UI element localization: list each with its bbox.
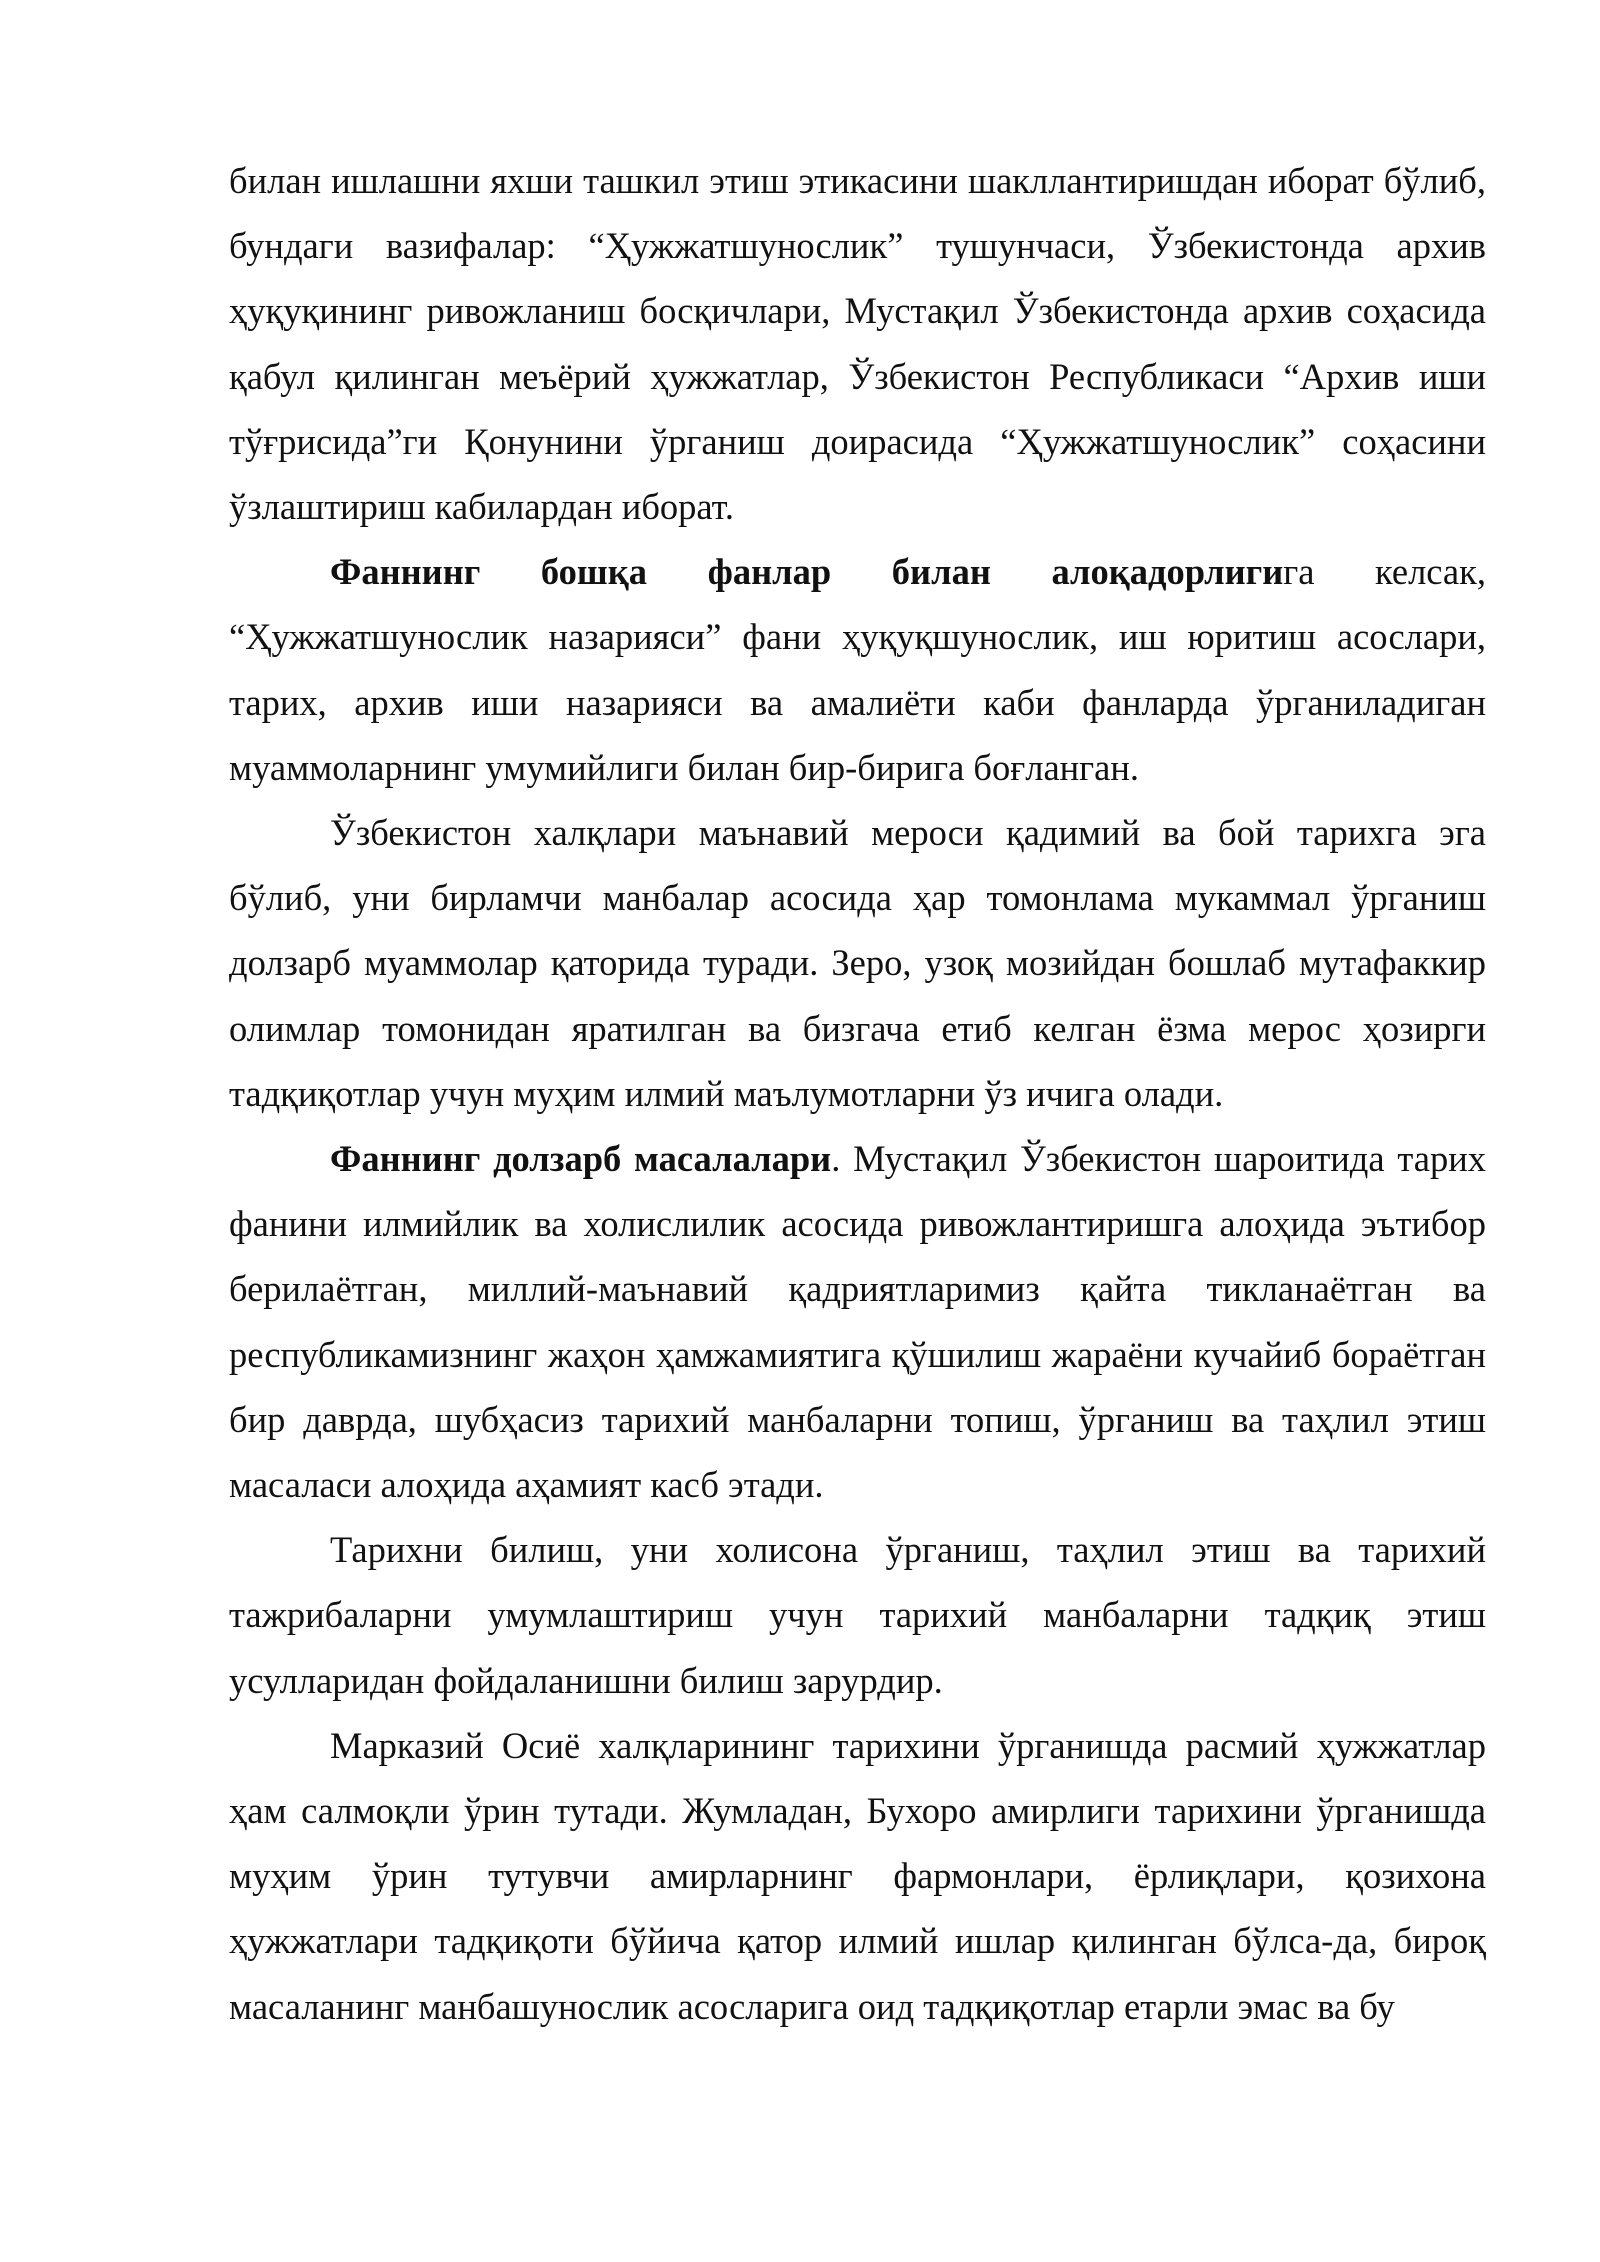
document-page bbox=[229, 148, 1486, 2039]
bold-heading: Фаннинг бошқа фанлар билан алоқадорлиги bbox=[330, 551, 1284, 593]
paragraph-history-study bbox=[229, 1517, 1486, 1713]
paragraph-heritage bbox=[229, 800, 1486, 1126]
paragraph-text: га келсак, “Ҳужжатшунослик назарияси” фани ҳуқуқшунослик, иш юритиш асослари, тарих, архив иши назарияси ва амалиёти каби фанларда ўрганиладиган муаммоларнинг умумийлиги билан бир-бирига боғланган. bbox=[229, 551, 1486, 788]
paragraph-text: билан ишлашни яхши ташкил этиш этикасини шакллантиришдан иборат бўлиб, бундаги вазифалар: “Ҳужжатшунослик” тушунчаси, Ўзбекистонда архив ҳуқуқининг ривожланиш босқичлари, Мустақил Ўзбекистонда архив соҳасида қабул қилинган меъёрий ҳужжатлар, Ўзбекистон Республикаси “Архив иши тўғрисида”ги Қонунини ўрганиш доирасида “Ҳужжатшунослик” соҳасини ўзлаштириш кабилардан иборат. bbox=[229, 160, 1486, 528]
paragraph-official-documents bbox=[229, 1713, 1486, 2039]
paragraph-tasks bbox=[229, 148, 1486, 539]
bold-heading: Фаннинг долзарб масалалари bbox=[330, 1138, 832, 1180]
paragraph-text: Ўзбекистон халқлари маънавий мероси қадимий ва бой тарихга эга бўлиб, уни бирламчи манбалар асосида ҳар томонлама мукаммал ўрганиш долзарб муаммолар қаторида туради. Зеро, узоқ мозийдан бошлаб мутафаккир олимлар томонидан яратилган ва бизгача етиб келган ёзма мерос ҳозирги тадқиқотлар учун муҳим илмий маълумотларни ўз ичига олади. bbox=[229, 812, 1486, 1114]
paragraph-text: Тарихни билиш, уни холисона ўрганиш, таҳлил этиш ва тарихий тажрибаларни умумлаштириш учун тарихий манбаларни тадқиқ этиш усулларидан фойдаланишни билиш зарурдир. bbox=[229, 1529, 1486, 1701]
paragraph-interdisciplinary bbox=[229, 539, 1486, 800]
paragraph-text: Марказий Осиё халқларининг тарихини ўрганишда расмий ҳужжатлар ҳам салмоқли ўрин тутади. Жумладан, Бухоро амирлиги тарихини ўрганишда муҳим ўрин тутувчи амирларнинг фармонлари, ёрлиқлари, қозихона ҳужжатлари тадқиқоти бўйича қатор илмий ишлар қилинган бўлса-да, бироқ масаланинг манбашунослик асосларига оид тадқиқотлар етарли эмас ва бу bbox=[229, 1724, 1486, 2027]
paragraph-relevance bbox=[229, 1126, 1486, 1517]
paragraph-text: . Мустақил Ўзбекистон шароитида тарих фанини илмийлик ва холислилик асосида ривожлантиришга алоҳида эътибор берилаётган, миллий-маънавий қадриятларимиз қайта тикланаётган ва республикамизнинг жаҳон ҳамжамиятига қўшилиш жараёни кучайиб бораётган бир даврда, шубҳасиз тарихий манбаларни топиш, ўрганиш ва таҳлил этиш масаласи алоҳида аҳамият касб этади. bbox=[229, 1138, 1486, 1506]
